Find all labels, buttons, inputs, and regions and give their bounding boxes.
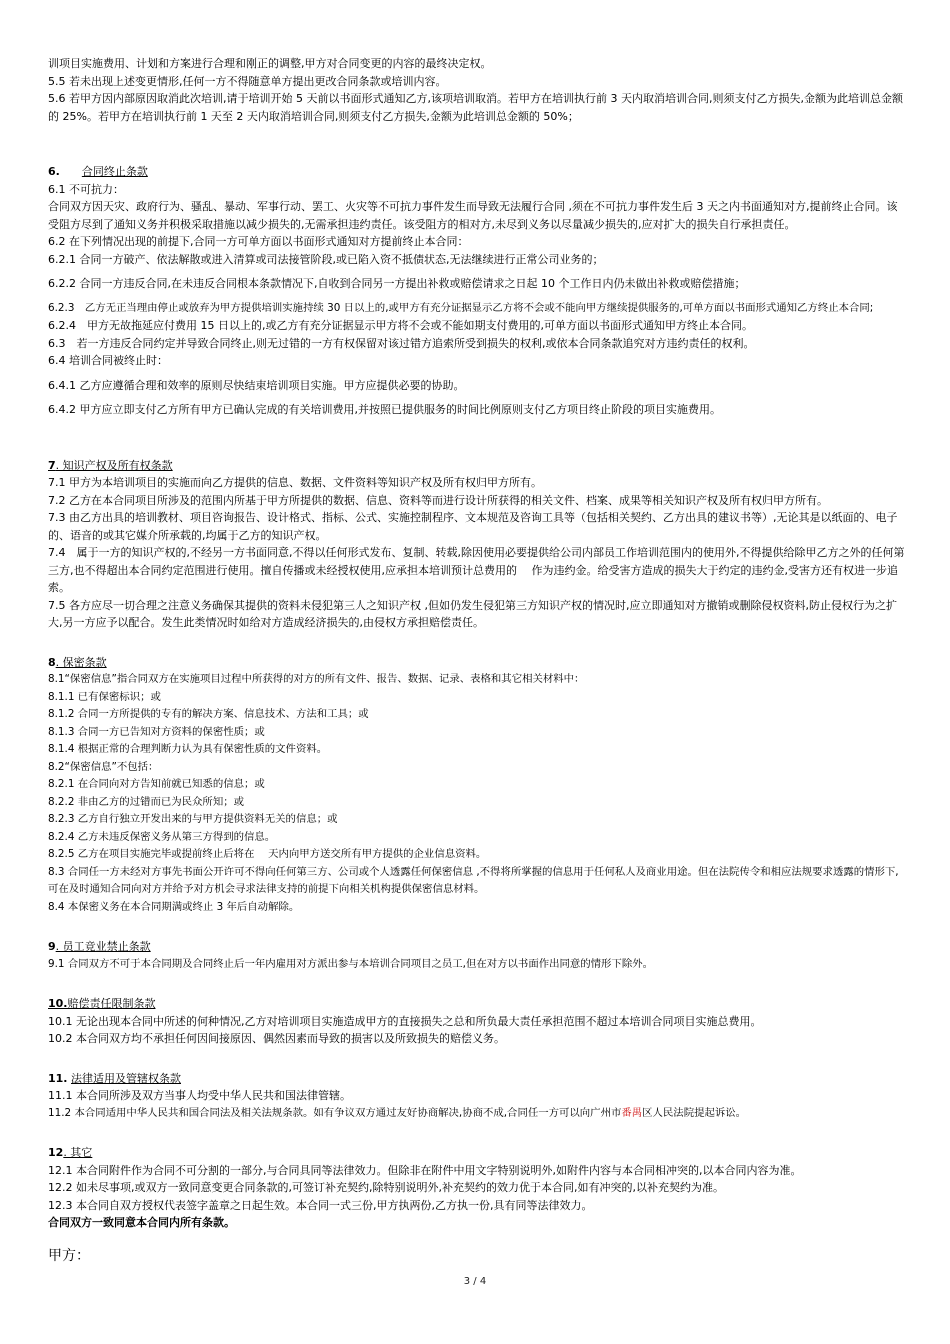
clause-11-2-text: 11.2 本合同适用中华人民共和国合同法及相关法规条款。如有争议双方通过友好协商解决,协商不成,合同任一方可以向广州市 — [48, 1106, 622, 1119]
clause-6-2-2: 6.2.2 合同一方违反合同,在未违反合同根本条款情况下,自收到合同另一方提出补救或赔偿请求之日起 10 个工作日内仍未做出补救或赔偿措施； — [48, 277, 746, 290]
clause-7-4: 7.4 属于一方的知识产权的,不经另一方书面同意,不得以任何形式发布、复制、转载,除因使用必要提供给公司内部员工作培训范围内的使用外,不得提供给除甲乙方之外的任何第三方,也不得超出本合同约定范围进行使用。擅自传播或未经授权使用,应承担本培训预计总费用的 作为违约金。给受害方造成的损失大于约定的违约金,受害方还有权进一步追索。 — [48, 546, 905, 594]
clause-11-2-highlight: 番禺 — [621, 1106, 643, 1119]
section-7-title: . 知识产权及所有权条款 — [55, 458, 173, 472]
section-11-number: 11. — [48, 1071, 68, 1085]
section-9-title: . 员工竞业禁止条款 — [55, 940, 151, 953]
section-7-heading — [48, 457, 908, 475]
clause-6-1-text: 合同双方因天灾、政府行为、骚乱、暴动、军事行动、罢工、火灾等不可抗力事件发生而导致无法履行合同 ,须在不可抗力事件发生后 3 天之内书面通知对方,提前终止合同。该受阻方尽到了通知义务并积极采取措施以减少损失的,无需承担违约责任。该受阻方的相对方,未尽到义务以尽量减少损失的,应对扩大的损失自行承担责任。 — [48, 200, 898, 231]
clause-6-4: 6.4 培训合同被终止时： — [48, 354, 168, 367]
clause-8-1: 8.1“保密信息”指合同双方在实施项目过程中所获得的对方的所有文件、报告、数据、记录、表格和其它相关材料中： — [48, 673, 585, 685]
clause-11-2 — [48, 1105, 908, 1123]
clause-6-4-1: 6.4.1 乙方应遵循合理和效率的原则尽快结束培训项目实施。甲方应提供必要的协助。 — [48, 378, 465, 392]
clause-11-1: 11.1 本合同所涉及双方当事人均受中华人民共和国法律管辖。 — [48, 1089, 351, 1102]
section-11-title: 法律适用及管辖权条款 — [71, 1071, 181, 1085]
clause-8-1-1: 8.1.1 已有保密标识；或 — [48, 690, 161, 703]
clause-8-1-4: 8.1.4 根据正常的合理判断力认为具有保密性质的文件资料。 — [48, 743, 328, 755]
clause-6-2-4: 6.2.4 甲方无故拖延应付费用 15 日以上的,或乙方有充分证据显示甲方将不会或不能如期支付费用的,可单方面以书面形式通知甲方终止本合同。 — [48, 319, 753, 332]
clause-6-2-3: 6.2.3 乙方无正当理由停止或放弃为甲方提供培训实施持续 30 日以上的,或甲方有充分证据显示乙方将不会或不能向甲方继续提供服务的,可单方面以书面形式通知乙方终止本合同; — [48, 301, 874, 314]
clause-7-3: 7.3 由乙方出具的培训教材、项目咨询报告、设计格式、指标、公式、实施控制程序、文本规范及咨询工具等（包括相关契约、乙方出具的建议书等）,无论其是以纸面的、电子的、语音的或其它媒介所承载的,均属于乙方的知识产权。 — [48, 511, 898, 542]
section-6-number: 6. — [48, 165, 60, 178]
clause-8-2-3: 8.2.3 乙方自行独立开发出来的与甲方提供资料无关的信息；或 — [48, 813, 338, 825]
clause-8-1-2: 8.1.2 合同一方所提供的专有的解决方案、信息技术、方法和工具；或 — [48, 708, 369, 720]
section-8-number: 8 — [48, 655, 56, 669]
section-6-heading — [48, 163, 908, 181]
clause-6-2-1: 6.2.1 合同一方破产、依法解散或进入清算或司法接管阶段,或已陷入资不抵债状态,无法继续进行正常公司业务的； — [48, 252, 604, 266]
contract-body — [48, 55, 908, 1232]
section-9-heading — [48, 938, 908, 956]
clause-11-2-tail: 区人民法院提起诉讼。 — [642, 1106, 747, 1119]
clause-8-1-3: 8.1.3 合同一方已告知对方资料的保密性质；或 — [48, 725, 265, 738]
section-6-title: 合同终止条款 — [81, 165, 148, 178]
clause-7-2: 7.2 乙方在本合同项目所涉及的范围内所基于甲方所提供的数据、信息、资料等而进行设计所获得的相关文件、档案、成果等相关知识产权及所有权归甲方所有。 — [48, 493, 828, 507]
section-12-heading — [48, 1144, 908, 1162]
clause-7-1: 7.1 甲方为本培训项目的实施而向乙方提供的信息、数据、文件资料等知识产权及所有权归甲方所有。 — [48, 476, 542, 489]
clause-8-2-2: 8.2.2 非由乙方的过错而已为民众所知；或 — [48, 795, 244, 808]
clause-8-4: 8.4 本保密义务在本合同期满或终止 3 年后自动解除。 — [48, 900, 300, 913]
clause-12-3: 12.3 本合同自双方授权代表签字盖章之日起生效。本合同一式三份,甲方执两份,乙方执一份,具有同等法律效力。 — [48, 1198, 593, 1212]
clause-5-5: 5.5 若未出现上述变更情形,任何一方不得随意单方提出更改合同条款或培训内容。 — [48, 74, 447, 88]
clause-8-2-4: 8.2.4 乙方未违反保密义务从第三方得到的信息。 — [48, 830, 276, 843]
section-10-number: 10. — [48, 997, 68, 1010]
party-a-label: 甲方： — [48, 1248, 90, 1264]
clause-12-2: 12.2 如未尽事项,或双方一致同意变更合同条款的,可签订补充契约,除特别说明外,补充契约的效力优于本合同,如有冲突的,以补充契约为准。 — [48, 1181, 724, 1194]
clause-8-2-1: 8.2.1 在合同向对方告知前就已知悉的信息；或 — [48, 778, 265, 790]
section-10-title: 赔偿责任限制条款 — [67, 997, 156, 1010]
section-10-heading — [48, 995, 908, 1013]
closing-agreement: 合同双方一致同意本合同内所有条款。 — [48, 1216, 235, 1229]
section-11-heading — [48, 1070, 908, 1088]
clause-6-4-2: 6.4.2 甲方应立即支付乙方所有甲方已确认完成的有关培训费用,并按照已提供服务的时间比例原则支付乙方项目终止阶段的项目实施费用。 — [48, 403, 721, 416]
clause-10-2: 10.2 本合同双方均不承担任何因间接原因、偶然因素而导致的损害以及所致损失的赔偿义务。 — [48, 1032, 505, 1045]
section-9-number: 9 — [48, 940, 56, 953]
clause-8-2-5: 8.2.5 乙方在项目实施完毕或提前终止后将在 天内向甲方送交所有甲方提供的企业信息资料。 — [48, 848, 487, 860]
clause-10-1: 10.1 无论出现本合同中所述的何种情况,乙方对培训项目实施造成甲方的直接损失之总和所负最大责任承担范围不超过本培训合同项目实施总费用。 — [48, 1014, 762, 1028]
page-number: 3 / 4 — [463, 1276, 487, 1287]
clause-7-5: 7.5 各方应尽一切合理之注意义务确保其提供的资料未侵犯第三人之知识产权 ,但如仍发生侵犯第三方知识产权的情况时,应立即通知对方撤销或删除侵权资料,防止侵权行为之扩大,另一方应予以配合。发生此类情况时如给对方造成经济损失的,由侵权方承担赔偿责任。 — [48, 598, 897, 629]
clause-6-3: 6.3 若一方违反合同约定并导致合同终止,则无过错的一方有权保留对该过错方追索所受到损失的权利,或依本合同条款追究对方违约责任的权利。 — [48, 336, 755, 350]
section-7-number: 7 — [48, 458, 56, 472]
section-8-title: . 保密条款 — [55, 655, 107, 669]
clause-9-1: 9.1 合同双方不可于本合同期及合同终止后一年内雇用对方派出参与本培训合同项目之员工,但在对方以书面作出同意的情形下除外。 — [48, 957, 653, 970]
clause-8-2: 8.2“保密信息”不包括： — [48, 760, 159, 773]
clause-8-3: 8.3 合同任一方未经对方事先书面公开许可不得向任何第三方、公司或个人透露任何保密信息 ,不得将所掌握的信息用于任何私人及商业用途。但在法院传令和相应法规要求透露的情形下,可在及时通知合同向对方并给予对方机会寻求法律支持的前提下向相关机构提供保密信息材料。 — [48, 865, 899, 895]
clause-12-1: 12.1 本合同附件作为合同不可分割的一部分,与合同具同等法律效力。但除非在附件中用文字特别说明外,如附件内容与本合同相冲突的,以本合同内容为准。 — [48, 1163, 802, 1177]
section-12-number: 12 — [48, 1146, 64, 1159]
section-12-title: . 其它 — [63, 1146, 93, 1159]
intro-line: 训项目实施费用、计划和方案进行合理和刚正的调整,甲方对合同变更的内容的最终决定权。 — [48, 57, 492, 70]
section-8-heading — [48, 654, 908, 672]
clause-6-1: 6.1 不可抗力： — [48, 182, 124, 196]
clause-5-6: 5.6 若甲方因内部原因取消此次培训,请于培训开始 5 天前以书面形式通知乙方,该项培训取消。若甲方在培训执行前 3 天内取消培训合同,则须支付乙方损失,金额为此培训总金额的 25%。若甲方在培训执行前 1 天至 2 天内取消培训合同,则须支付乙方损失,金额为此培训总金额的 50%； — [48, 92, 903, 123]
clause-6-2: 6.2 在下列情况出现的前提下,合同一方可单方面以书面形式通知对方提前终止本合同： — [48, 235, 469, 248]
